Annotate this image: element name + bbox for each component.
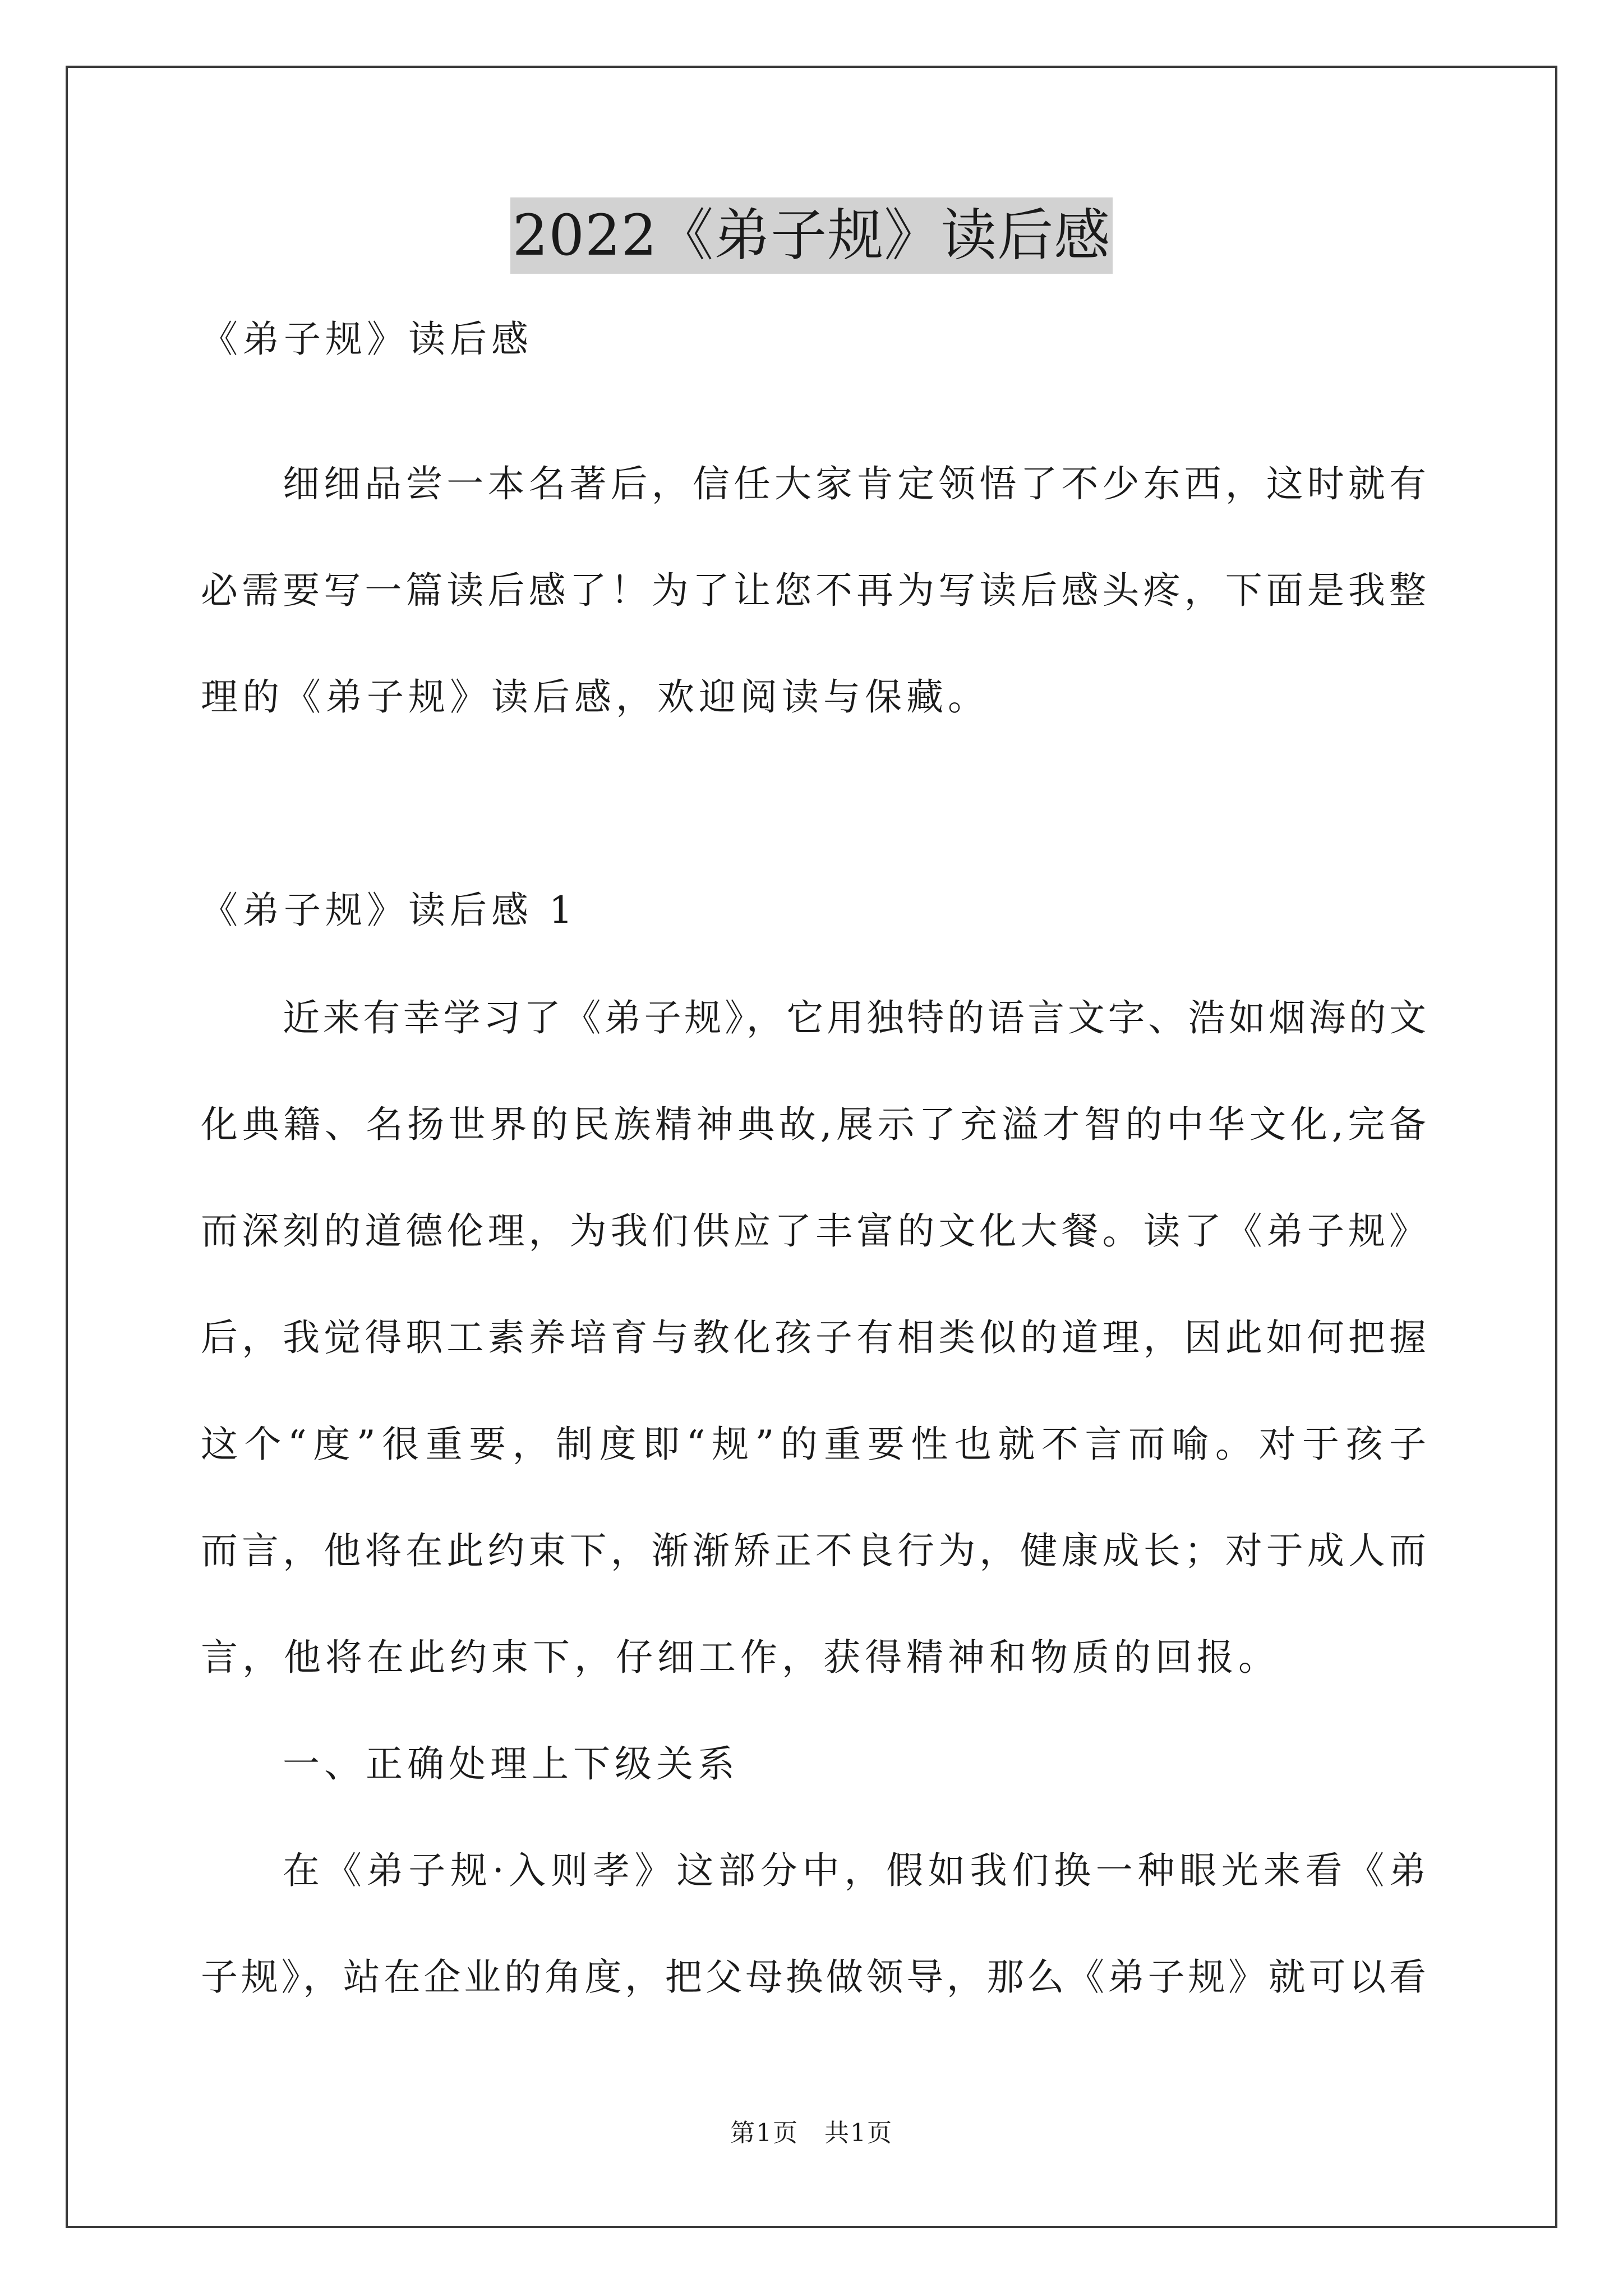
section1-line-4: 后，我觉得职工素养培育与教化孩子有相类似的道理，因此如何把握 <box>201 1316 1426 1359</box>
section1-line-1: 近来有幸学习了《弟子规》，它用独特的语言文字、浩如烟海的文 <box>283 996 1426 1039</box>
point1-line-1: 在《弟子规·入则孝》这部分中，假如我们换一种眼光来看《弟 <box>283 1849 1426 1892</box>
title-container <box>0 197 1623 274</box>
point1-line-2: 子规》，站在企业的角度，把父母换做领导，那么《弟子规》就可以看 <box>201 1955 1426 1999</box>
document-title: 2022《弟子规》读后感 <box>510 197 1113 274</box>
page-footer: 第1页 共1页 <box>730 2119 893 2147</box>
point1-heading: 一、正确处理上下级关系 <box>283 1742 739 1786</box>
section1-line-6: 而言，他将在此约束下，渐渐矫正不良行为，健康成长；对于成人而 <box>201 1529 1426 1572</box>
subtitle: 《弟子规》读后感 <box>201 318 533 361</box>
section1-heading: 《弟子规》读后感 1 <box>201 889 577 932</box>
section1-line-7: 言，他将在此约束下，仔细工作，获得精神和物质的回报。 <box>201 1636 1280 1679</box>
intro-line-1: 细细品尝一本名著后，信任大家肯定领悟了不少东西，这时就有 <box>283 462 1426 505</box>
intro-line-3: 理的《弟子规》读后感，欢迎阅读与保藏。 <box>201 675 989 719</box>
section1-line-3: 而深刻的道德伦理，为我们供应了丰富的文化大餐。读了《弟子规》 <box>201 1209 1426 1253</box>
intro-line-2: 必需要写一篇读后感了！为了让您不再为写读后感头疼，下面是我整 <box>201 569 1426 612</box>
section1-line-5: 这个“度”很重要，制度即“规”的重要性也就不言而喻。对于孩子 <box>201 1423 1426 1466</box>
section1-line-2: 化典籍、名扬世界的民族精神典故,展示了充溢才智的中华文化,完备 <box>201 1103 1426 1146</box>
